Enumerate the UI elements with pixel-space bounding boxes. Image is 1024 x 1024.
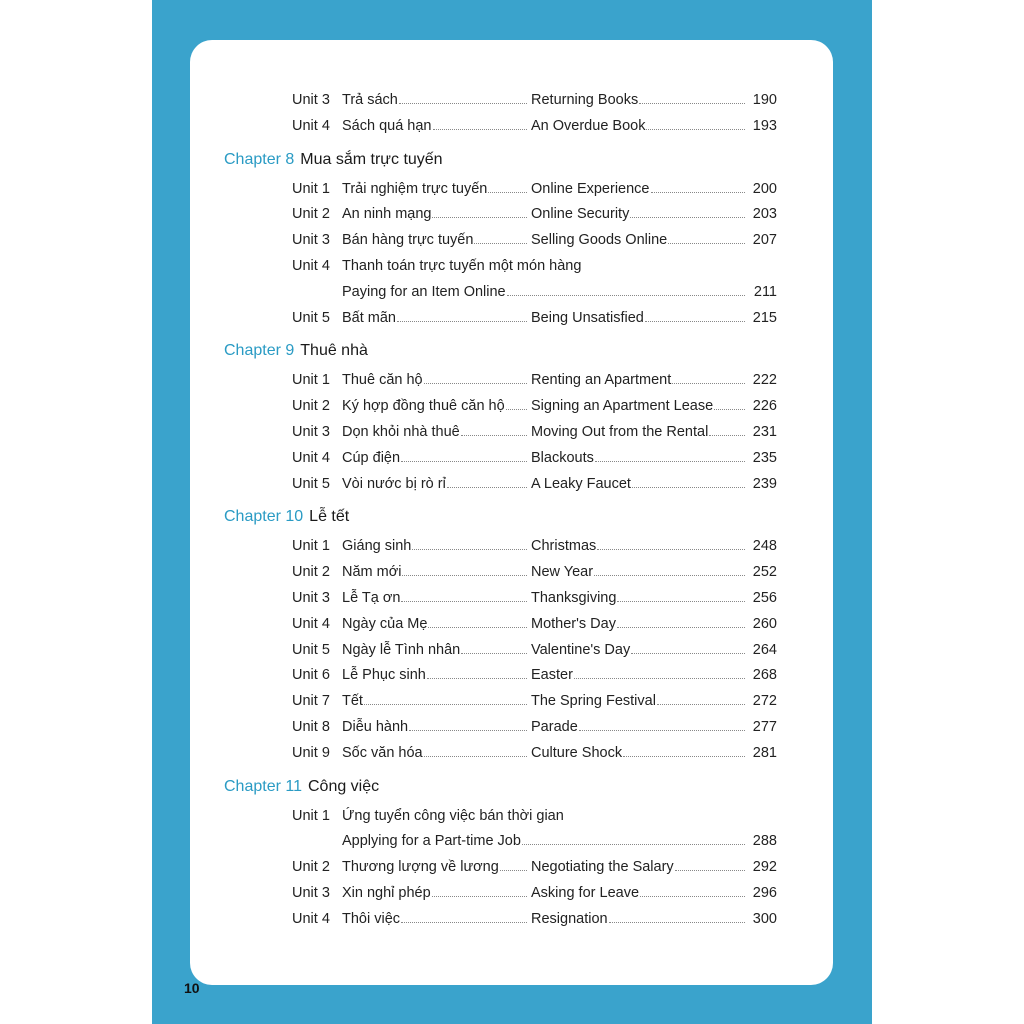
- vietnamese-title: [342, 310, 529, 326]
- dot-leader: [675, 859, 745, 871]
- dot-leader: [364, 693, 527, 705]
- dot-leader: [617, 590, 745, 602]
- unit-label: Unit 5: [292, 309, 330, 326]
- vietnamese-title-text: Tết: [342, 693, 363, 710]
- vietnamese-title-text: Sách quá hạn: [342, 117, 432, 134]
- toc-entry: [0, 586, 1024, 612]
- toc-entry: [0, 368, 1024, 394]
- page-ref: 296: [752, 884, 777, 901]
- chapter-title: Lễ tết: [309, 508, 350, 526]
- dot-leader: [651, 181, 746, 193]
- dot-leader: [401, 590, 527, 602]
- english-title-text: The Spring Festival: [531, 693, 656, 710]
- chapter-heading-wrap: [224, 508, 349, 526]
- english-title-text: Selling Goods Online: [531, 232, 668, 249]
- unit-label: Unit 8: [292, 718, 330, 735]
- english-title: [531, 372, 747, 388]
- english-title-text: Returning Books: [531, 92, 639, 108]
- toc-entry: [0, 114, 1024, 140]
- english-title-text: Valentine's Day: [531, 641, 631, 658]
- dot-leader: [632, 476, 745, 488]
- english-title: [531, 564, 747, 580]
- page-ref: 231: [752, 423, 777, 440]
- toc-entry: [0, 446, 1024, 472]
- english-title: [531, 911, 747, 927]
- english-title: [342, 833, 747, 849]
- dot-leader: [488, 181, 527, 193]
- vietnamese-title: [342, 538, 529, 554]
- dot-leader: [714, 398, 745, 410]
- english-title: [531, 118, 747, 134]
- toc-entry: [0, 663, 1024, 689]
- vietnamese-title-text: Lễ Tạ ơn: [342, 589, 401, 606]
- vietnamese-title-text: Cúp điện: [342, 449, 401, 466]
- dot-leader: [630, 206, 745, 218]
- dot-leader: [709, 424, 745, 436]
- unit-label: Unit 4: [292, 117, 330, 134]
- page-ref: 207: [752, 232, 777, 249]
- english-title: [531, 424, 747, 440]
- unit-label: Unit 6: [292, 667, 330, 684]
- english-title: [531, 616, 747, 632]
- vietnamese-title-text: Vòi nước bị rò rỉ: [342, 475, 446, 492]
- page-ref: 222: [752, 372, 777, 389]
- english-title: [342, 284, 747, 300]
- english-title: [531, 476, 747, 492]
- dot-leader: [447, 476, 527, 488]
- english-title-text: Renting an Apartment: [531, 372, 672, 389]
- page-ref: 292: [752, 859, 777, 876]
- unit-label: Unit 1: [292, 372, 330, 389]
- page-ref: 260: [752, 615, 777, 632]
- english-title-text: Moving Out from the Rental: [531, 423, 709, 440]
- unit-label: Unit 4: [292, 257, 330, 274]
- english-title: [531, 92, 747, 108]
- vietnamese-title: [342, 476, 529, 492]
- dot-leader: [500, 859, 527, 871]
- page-ref: 193: [752, 117, 777, 134]
- chapter-title: Công việc: [307, 777, 380, 795]
- vietnamese-title: [342, 642, 529, 658]
- toc-entry: [0, 638, 1024, 664]
- english-title-text: Parade: [531, 718, 578, 735]
- page-ref: 211: [753, 283, 777, 300]
- dot-leader: [522, 833, 745, 845]
- unit-label: Unit 4: [292, 910, 330, 927]
- vietnamese-title-text: Giáng sinh: [342, 538, 412, 555]
- unit-label: Unit 7: [292, 693, 330, 710]
- english-title: [531, 310, 747, 326]
- vietnamese-title: [342, 424, 529, 440]
- dot-leader: [640, 885, 745, 897]
- toc-entry: [0, 560, 1024, 586]
- unit-label: Unit 2: [292, 398, 330, 415]
- unit-label: Unit 9: [292, 744, 330, 761]
- dot-leader: [397, 310, 527, 322]
- english-title: [531, 745, 747, 761]
- vietnamese-title: [342, 92, 529, 108]
- chapter-heading: [0, 342, 1024, 368]
- english-title-text: Negotiating the Salary: [531, 859, 674, 876]
- dot-leader: [433, 118, 528, 130]
- page-ref: 248: [752, 538, 777, 555]
- english-title-text: Culture Shock: [531, 744, 623, 761]
- dot-leader: [609, 911, 745, 923]
- english-title-text: Asking for Leave: [531, 884, 640, 901]
- vietnamese-title-text: Ngày của Mẹ: [342, 615, 428, 632]
- english-title-text: An Overdue Book: [531, 117, 646, 134]
- vietnamese-title: Thanh toán trực tuyến một món hàng: [342, 257, 582, 274]
- chapter-heading: [0, 151, 1024, 177]
- english-title: [531, 206, 747, 222]
- page-ref: 235: [752, 449, 777, 466]
- vietnamese-title: [342, 859, 529, 875]
- page-number: 10: [184, 980, 200, 996]
- dot-leader: [668, 232, 745, 244]
- vietnamese-title-text: Thuê căn hộ: [342, 372, 423, 389]
- chapter-heading: [0, 778, 1024, 804]
- vietnamese-title-text: Thương lượng về lương: [342, 859, 499, 876]
- english-title-text: Online Security: [531, 206, 630, 223]
- page-ref: 203: [752, 206, 777, 223]
- page-ref: 268: [752, 667, 777, 684]
- vietnamese-title: [342, 206, 529, 222]
- dot-leader: [639, 92, 745, 104]
- page-ref: 252: [752, 564, 777, 581]
- dot-leader: [631, 642, 745, 654]
- vietnamese-title: [342, 667, 529, 683]
- vietnamese-title-text: Thôi việc: [342, 910, 401, 927]
- toc-entry: [0, 534, 1024, 560]
- unit-label: Unit 2: [292, 859, 330, 876]
- vietnamese-title-text: Năm mới: [342, 564, 402, 581]
- vietnamese-title: [342, 590, 529, 606]
- dot-leader: [617, 616, 745, 628]
- vietnamese-title-text: Sốc văn hóa: [342, 744, 423, 761]
- dot-leader: [409, 719, 527, 731]
- english-title: [531, 719, 747, 735]
- page-ref: 264: [752, 641, 777, 658]
- dot-leader: [401, 911, 527, 923]
- dot-leader: [427, 667, 527, 679]
- english-title: [531, 642, 747, 658]
- english-title-text: Thanksgiving: [531, 589, 617, 606]
- dot-leader: [428, 616, 527, 628]
- unit-label: Unit 3: [292, 884, 330, 901]
- dot-leader: [579, 719, 745, 731]
- page-ref: 300: [752, 910, 777, 927]
- toc-entry: [0, 394, 1024, 420]
- dot-leader: [672, 372, 745, 384]
- chapter-label: Chapter 9: [224, 342, 295, 360]
- toc-entry: [0, 306, 1024, 332]
- toc-entry: [0, 855, 1024, 881]
- toc-entry: [0, 612, 1024, 638]
- toc-entry-continued: [0, 280, 1024, 306]
- vietnamese-title: [342, 232, 529, 248]
- vietnamese-title-text: Dọn khỏi nhà thuê: [342, 423, 460, 440]
- dot-leader: [657, 693, 745, 705]
- english-title-text: Paying for an Item Online: [342, 283, 506, 300]
- vietnamese-title: [342, 398, 529, 414]
- page-ref: 272: [752, 693, 777, 710]
- dot-leader: [506, 398, 527, 410]
- unit-label: Unit 3: [292, 423, 330, 440]
- vietnamese-title-text: Diễu hành: [342, 718, 409, 735]
- vietnamese-title: [342, 450, 529, 466]
- dot-leader: [424, 372, 527, 384]
- unit-label: Unit 5: [292, 641, 330, 658]
- page-ref: 190: [752, 92, 777, 108]
- unit-label: Unit 4: [292, 449, 330, 466]
- english-title: [531, 232, 747, 248]
- chapter-label: Chapter 11: [224, 777, 302, 795]
- dot-leader: [574, 667, 745, 679]
- toc-entry: [0, 907, 1024, 933]
- page-ref: 215: [752, 309, 777, 326]
- dot-leader: [424, 745, 527, 757]
- unit-label: Unit 1: [292, 180, 330, 197]
- english-title-text: A Leaky Faucet: [531, 475, 631, 492]
- english-title-text: New Year: [531, 564, 594, 581]
- toc-entry: [0, 254, 1024, 280]
- toc-entry: [0, 715, 1024, 741]
- toc-entry: [0, 881, 1024, 907]
- toc-entry: [0, 177, 1024, 203]
- page-ref: 281: [752, 744, 777, 761]
- toc-entry: [0, 472, 1024, 498]
- english-title: [531, 398, 747, 414]
- english-title-text: Being Unsatisfied: [531, 309, 644, 326]
- page-ref: 288: [752, 833, 777, 850]
- vietnamese-title-text: Ngày lễ Tình nhân: [342, 641, 461, 658]
- english-title: [531, 590, 747, 606]
- dot-leader: [432, 885, 527, 897]
- vietnamese-title-text: Bán hàng trực tuyến: [342, 232, 474, 249]
- unit-label: Unit 1: [292, 538, 330, 555]
- vietnamese-title-text: Ký hợp đồng thuê căn hộ: [342, 398, 505, 415]
- chapter-title: Mua sắm trực tuyến: [300, 150, 443, 168]
- unit-label: Unit 3: [292, 232, 330, 249]
- vietnamese-title: Ứng tuyển công việc bán thời gian: [342, 807, 564, 824]
- dot-leader: [474, 232, 527, 244]
- dot-leader: [432, 206, 527, 218]
- page-ref: 226: [752, 398, 777, 415]
- chapter-label: Chapter 8: [224, 150, 295, 168]
- chapter-heading: [0, 508, 1024, 534]
- chapter-heading-wrap: [224, 151, 443, 169]
- dot-leader: [645, 310, 745, 322]
- dot-leader: [595, 450, 745, 462]
- vietnamese-title: [342, 745, 529, 761]
- dot-leader: [507, 284, 745, 296]
- dot-leader: [412, 538, 527, 550]
- toc-entry: [0, 689, 1024, 715]
- chapter-heading-wrap: [224, 342, 368, 360]
- vietnamese-title: [342, 911, 529, 927]
- vietnamese-title-text: Trả sách: [342, 92, 398, 108]
- vietnamese-title: [342, 181, 529, 197]
- english-title-text: Easter: [531, 667, 573, 684]
- english-title: [531, 181, 747, 197]
- dot-leader: [399, 92, 527, 104]
- english-title-text: Resignation: [531, 910, 608, 927]
- english-title-text: Christmas: [531, 538, 597, 555]
- toc-entry: [0, 88, 1024, 114]
- english-title: [531, 538, 747, 554]
- table-of-contents: [0, 88, 1024, 933]
- toc-entry-continued: [0, 829, 1024, 855]
- toc-entry: [0, 228, 1024, 254]
- page-ref: 200: [752, 180, 777, 197]
- toc-entry: [0, 804, 1024, 830]
- vietnamese-title-text: Xin nghỉ phép: [342, 884, 431, 901]
- toc-entry: [0, 741, 1024, 767]
- vietnamese-title-text: Lễ Phục sinh: [342, 667, 426, 684]
- english-title-text: Applying for a Part-time Job: [342, 833, 521, 850]
- english-title: [531, 859, 747, 875]
- vietnamese-title-text: Trải nghiệm trực tuyến: [342, 180, 488, 197]
- dot-leader: [461, 642, 527, 654]
- english-title-text: Signing an Apartment Lease: [531, 398, 714, 415]
- chapter-label: Chapter 10: [224, 508, 304, 526]
- chapter-title: Thuê nhà: [300, 342, 368, 360]
- vietnamese-title: [342, 885, 529, 901]
- page-ref: 277: [752, 718, 777, 735]
- vietnamese-title: [342, 372, 529, 388]
- vietnamese-title: [342, 564, 529, 580]
- english-title-text: Blackouts: [531, 449, 594, 466]
- unit-label: Unit 2: [292, 206, 330, 223]
- page-ref: 256: [752, 589, 777, 606]
- vietnamese-title-text: Bất mãn: [342, 309, 396, 326]
- toc-entry: [0, 420, 1024, 446]
- vietnamese-title: [342, 719, 529, 735]
- unit-label: Unit 5: [292, 475, 330, 492]
- vietnamese-title: [342, 693, 529, 709]
- unit-label: Unit 3: [292, 589, 330, 606]
- dot-leader: [401, 450, 527, 462]
- page-ref: 239: [752, 475, 777, 492]
- english-title-text: Mother's Day: [531, 615, 616, 632]
- unit-label: Unit 2: [292, 564, 330, 581]
- dot-leader: [597, 538, 745, 550]
- vietnamese-title-text: An ninh mạng: [342, 206, 432, 223]
- dot-leader: [402, 564, 527, 576]
- dot-leader: [646, 118, 745, 130]
- vietnamese-title: [342, 616, 529, 632]
- unit-label: Unit 3: [292, 92, 330, 108]
- unit-label: Unit 4: [292, 615, 330, 632]
- chapter-heading-wrap: [224, 778, 379, 796]
- english-title: [531, 693, 747, 709]
- dot-leader: [461, 424, 527, 436]
- english-title-text: Online Experience: [531, 180, 650, 197]
- dot-leader: [594, 564, 745, 576]
- vietnamese-title: [342, 118, 529, 134]
- toc-entry: [0, 202, 1024, 228]
- english-title: [531, 885, 747, 901]
- dot-leader: [623, 745, 745, 757]
- english-title: [531, 667, 747, 683]
- unit-label: Unit 1: [292, 807, 330, 824]
- english-title: [531, 450, 747, 466]
